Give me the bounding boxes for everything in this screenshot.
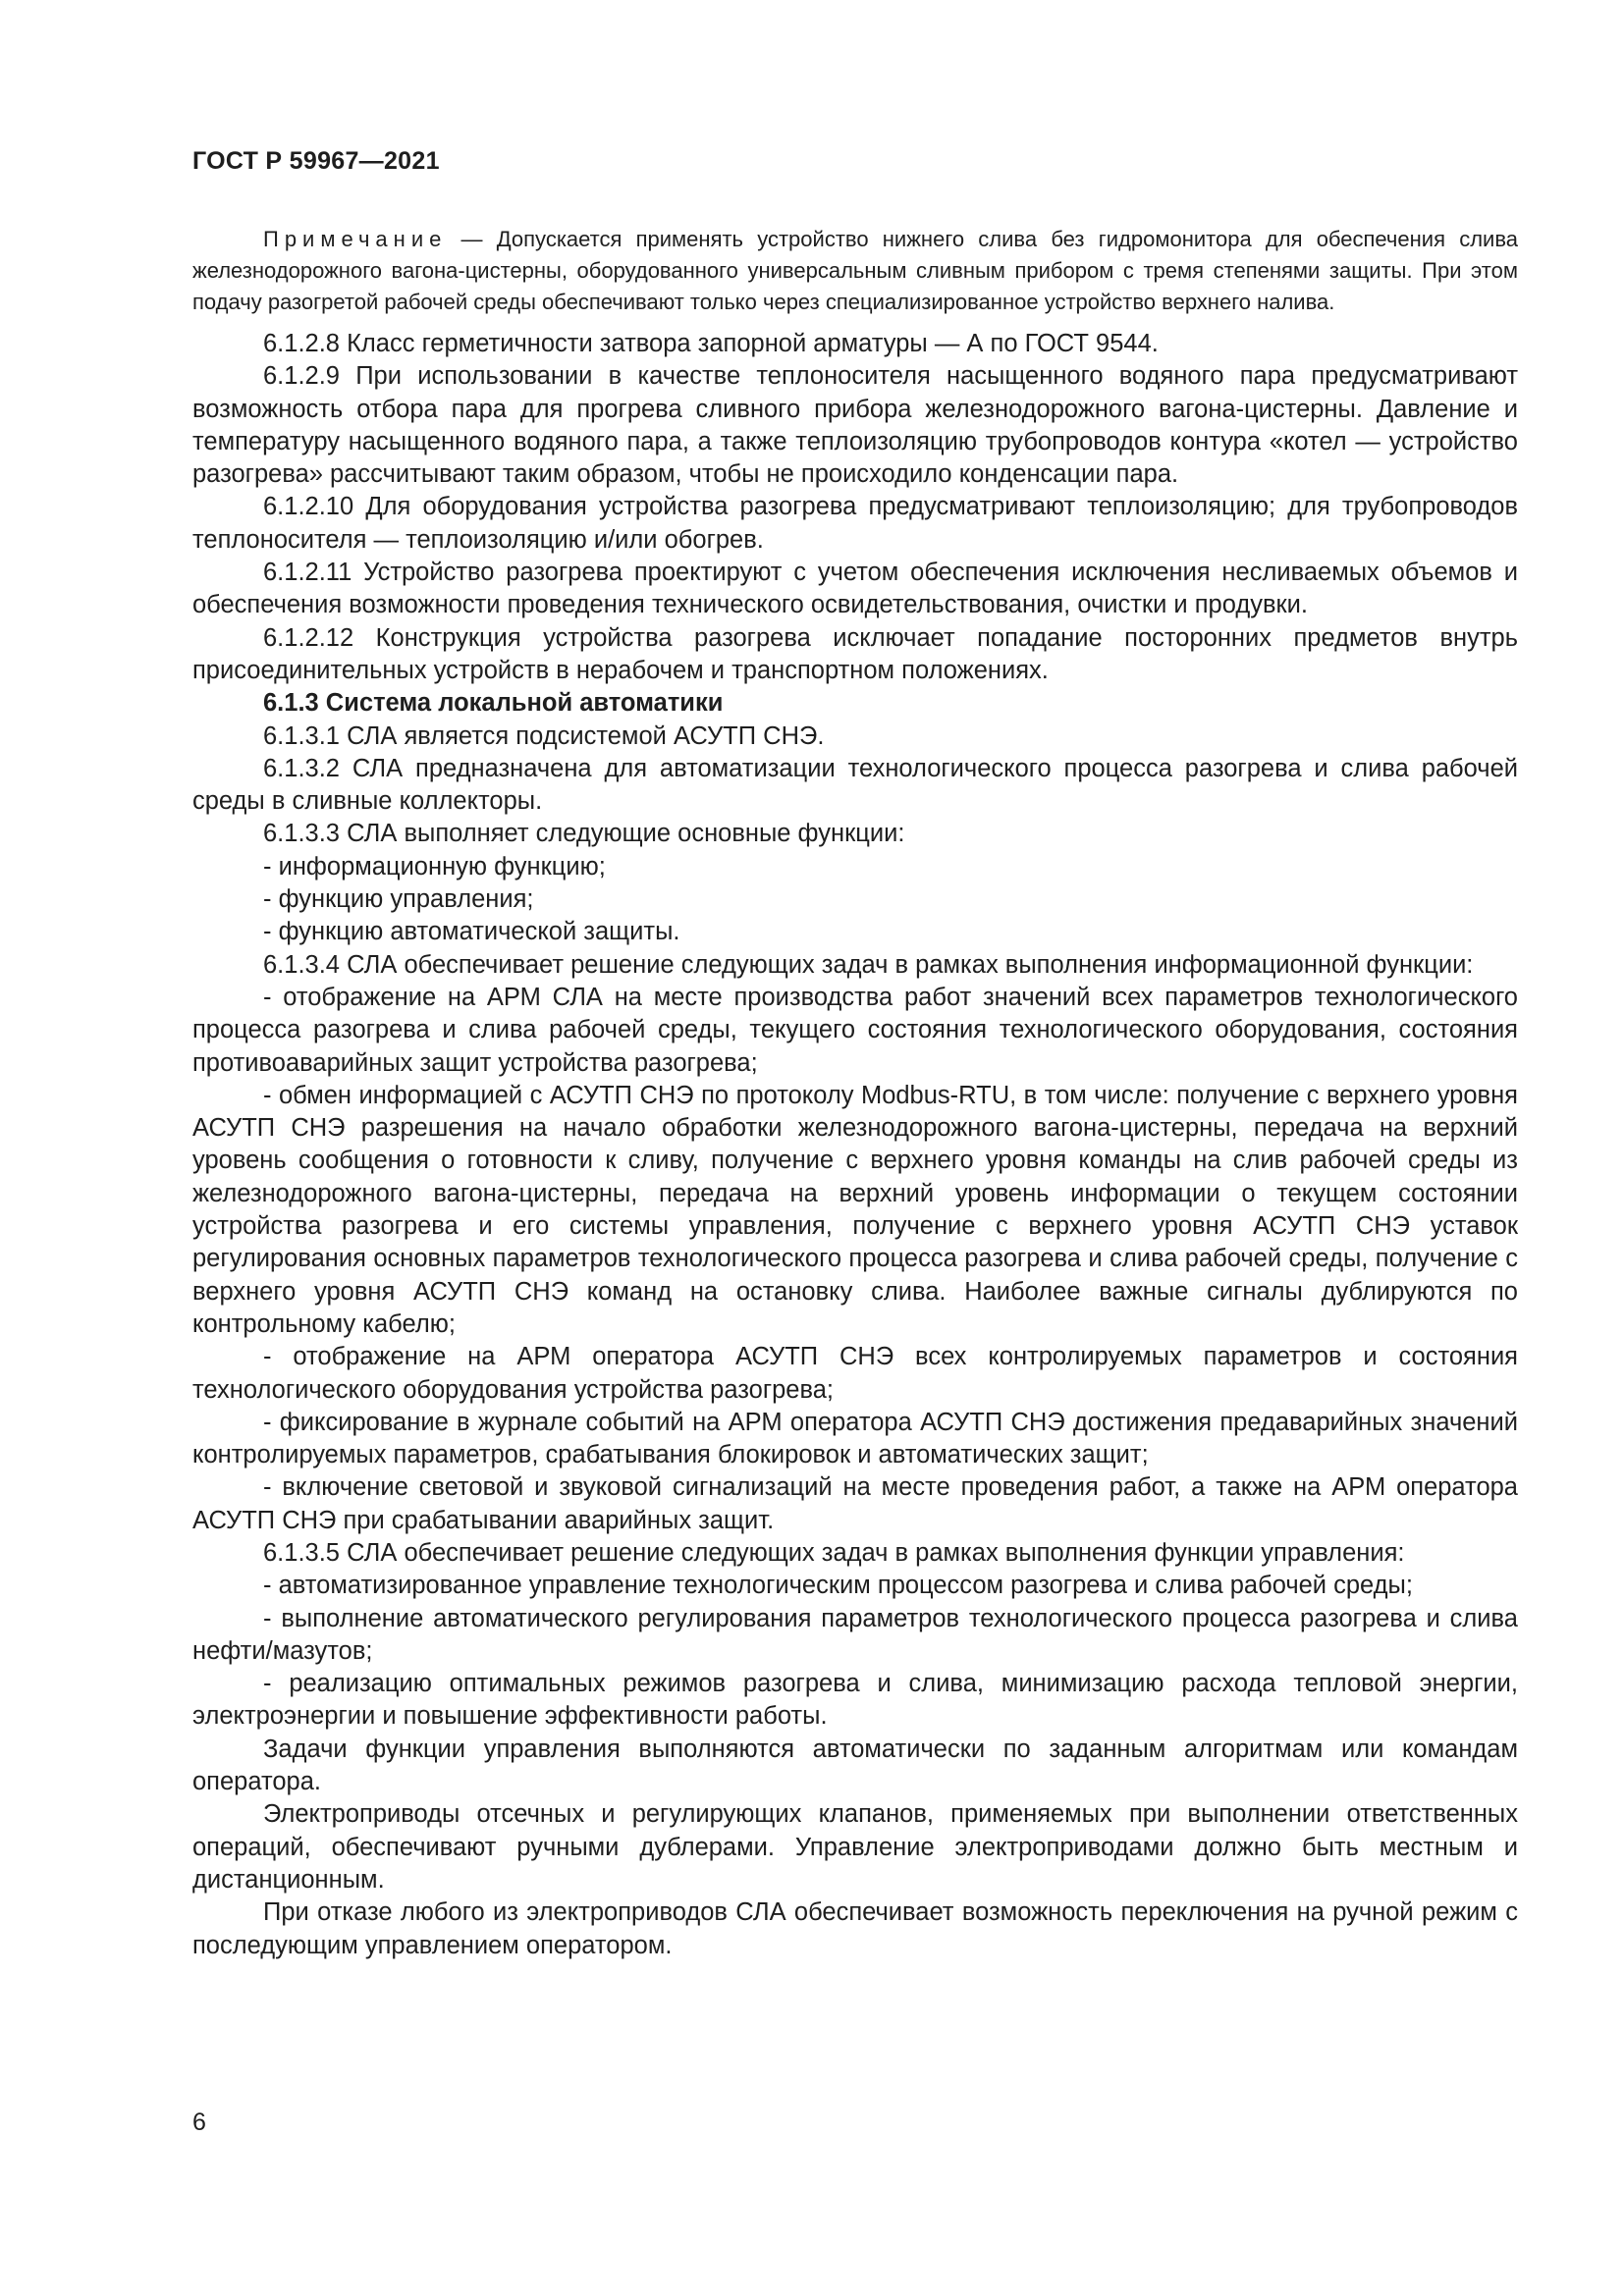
body-paragraph: - реализацию оптимальных режимов разогрева и слива, минимизацию расхода тепловой энергии, электроэнергии и повышение эффективности работы. xyxy=(192,1670,1518,1731)
body-paragraph: 6.1.3.5 СЛА обеспечивает решение следующих задач в рамках выполнения функции управления: xyxy=(263,1538,1405,1567)
body-paragraph: - информационную функцию; xyxy=(263,852,606,881)
body-paragraph: - отображение на АРМ СЛА на месте производства работ значений всех параметров технологического процесса разогрева и слива рабочей среды, текущего состояния технологического оборудования, состояния противоаварийных защит устройства разогрева; xyxy=(192,983,1518,1077)
body-paragraph: - функцию управления; xyxy=(263,885,534,914)
paragraph-list xyxy=(192,328,1518,1962)
document-body xyxy=(192,224,1518,1962)
body-paragraph: - фиксирование в журнале событий на АРМ оператора АСУТП СНЭ достижения предаварийных значений контролируемых параметров, срабатывания блокировок и автоматических защит; xyxy=(192,1408,1518,1469)
body-paragraph: 6.1.3.2 СЛА предназначена для автоматизации технологического процесса разогрева и слива рабочей среды в сливные коллекторы. xyxy=(192,754,1518,816)
body-paragraph: - функцию автоматической защиты. xyxy=(263,918,680,946)
body-paragraph: - отображение на АРМ оператора АСУТП СНЭ всех контролируемых параметров и состояния технологического оборудования устройства разогрева; xyxy=(192,1343,1518,1404)
note-paragraph xyxy=(192,224,1518,318)
note-text: — Допускается применять устройство нижнего слива без гидромонитора для обеспечения слива железнодорожного вагона-цистерны, оборудованного универсальным сливным прибором с тремя степенями защиты. При этом подачу разогретой рабочей среды обеспечивают только через специализированное устройство верхнего налива. xyxy=(192,227,1518,314)
body-paragraph: - автоматизированное управление технологическим процессом разогрева и слива рабочей среды; xyxy=(263,1572,1413,1600)
body-paragraph: - включение световой и звуковой сигнализаций на месте проведения работ, а также на АРМ оператора АСУТП СНЭ при срабатывании аварийных защит. xyxy=(192,1473,1518,1534)
body-paragraph: 6.1.2.12 Конструкция устройства разогрева исключает попадание посторонних предметов внутрь присоединительных устройств в нерабочем и транспортном положениях. xyxy=(192,623,1518,684)
body-paragraph: Электроприводы отсечных и регулирующих клапанов, применяемых при выполнении ответственных операций, обеспечивают ручными дублерами. Управление электроприводами должно быть местным и дистанционным. xyxy=(192,1800,1518,1894)
body-paragraph: 6.1.2.11 Устройство разогрева проектируют с учетом обеспечения исключения несливаемых объемов и обеспечения возможности проведения технического освидетельствования, очистки и продувки. xyxy=(192,559,1518,619)
body-paragraph: Задачи функции управления выполняются автоматически по заданным алгоритмам или командам оператора. xyxy=(192,1735,1518,1796)
body-paragraph: - выполнение автоматического регулирования параметров технологического процесса разогрева и слива нефти/мазутов; xyxy=(192,1604,1518,1665)
body-paragraph: 6.1.2.8 Класс герметичности затвора запорной арматуры — А по ГОСТ 9544. xyxy=(263,330,1159,357)
body-paragraph: 6.1.2.10 Для оборудования устройства разогрева предусматривают теплоизоляцию; для трубопроводов теплоносителя — теплоизоляцию и/или обогрев. xyxy=(192,493,1518,554)
page-number: 6 xyxy=(192,2109,206,2136)
body-paragraph: 6.1.3.4 СЛА обеспечивает решение следующих задач в рамках выполнения информационной функции: xyxy=(263,950,1474,979)
body-paragraph: - обмен информацией с АСУТП СНЭ по протоколу Modbus-RTU, в том числе: получение с верхнего уровня АСУТП СНЭ разрешения на начало обработки железнодорожного вагона-цистерны, передача на верхний уровень сообщения о готовности к сливу, получение с верхнего уровня команды на слив рабочей среды из железнодорожного вагона-цистерны, передача на верхний уровень информации о текущем состоянии устройства разогрева и его системы управления, получение с верхнего уровня АСУТП СНЭ уставок регулирования основных параметров технологического процесса разогрева и слива рабочей среды, получение с верхнего уровня АСУТП СНЭ команд на остановку слива. Наиболее важные сигналы дублируются по контрольному кабелю; xyxy=(192,1081,1518,1338)
note-label: Примечание xyxy=(263,227,448,251)
body-paragraph: 6.1.3.1 СЛА является подсистемой АСУТП СНЭ. xyxy=(263,721,825,750)
body-paragraph: При отказе любого из электроприводов СЛА обеспечивает возможность переключения на ручной режим с последующим управлением оператором. xyxy=(192,1898,1518,1959)
body-paragraph: 6.1.2.9 При использовании в качестве теплоносителя насыщенного водяного пара предусматривают возможность отбора пара для прогрева сливного прибора железнодорожного вагона-цистерны. Давление и температуру насыщенного водяного пара, а также теплоизоляцию трубопроводов контура «котел — устройство разогрева» рассчитывают таким образом, чтобы не происходило конденсации пара. xyxy=(192,362,1518,489)
document-header: ГОСТ Р 59967—2021 xyxy=(192,147,440,175)
section-heading: 6.1.3 Система локальной автоматики xyxy=(263,689,724,718)
body-paragraph: 6.1.3.3 СЛА выполняет следующие основные функции: xyxy=(263,820,905,848)
